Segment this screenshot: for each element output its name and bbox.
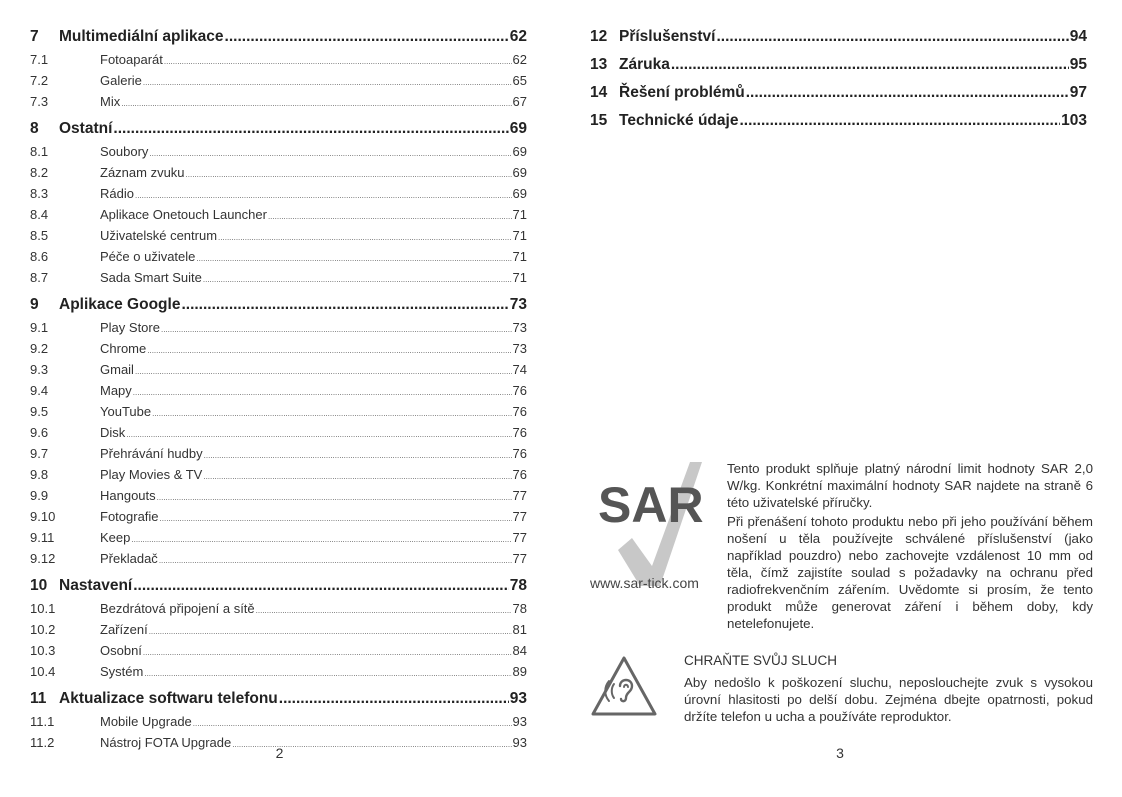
toc-section (30, 422, 527, 443)
hearing-text: Aby nedošlo k poškození sluchu, neposlouchejte zvuk s vysokou úrovní hlasitosti po delší dobu. Zejména dbejte opatrnosti, pokud držíte telefon u ucha a používáte reproduktor. (684, 675, 1093, 724)
toc-page: 69 (512, 144, 527, 159)
toc-page: 81 (512, 622, 527, 637)
page-number-right (590, 745, 1090, 761)
sar-paragraph-2: Při přenášení tohoto produktu nebo při jeho používání během nošení u těla používejte schválené příslušenství (jako například pouzdro) nebo zachovejte vzdálenost 10 mm od těla, čímž zajistíte soulad s požadavky na ochranu před radiofrekvenčním zářením. Uvědomte si prosím, že tento produkt může generovat záření i během doby, kdy netelefonujete. (727, 514, 1093, 631)
toc-title: Nástroj FOTA Upgrade (100, 735, 232, 750)
toc-section (30, 527, 527, 548)
sar-url: www.sar-tick.com (590, 575, 699, 591)
toc-page: 84 (512, 643, 527, 658)
toc-page: 77 (512, 488, 527, 503)
toc-title: Multimediální aplikace (59, 28, 224, 45)
toc-page: 71 (512, 228, 527, 243)
toc-title: Osobní (100, 643, 142, 658)
toc-leader (152, 403, 511, 424)
toc-chapter (590, 81, 1087, 105)
toc-number: 10.1 (30, 601, 56, 616)
toc-title: Play Store (100, 320, 160, 335)
toc-leader (135, 185, 512, 206)
toc-number: 7 (30, 28, 39, 45)
toc-page: 74 (512, 362, 527, 377)
toc-number: 7.1 (30, 52, 49, 67)
toc-title: Keep (100, 530, 131, 545)
toc-leader (131, 529, 511, 550)
toc-section (30, 485, 527, 506)
toc-title: Příslušenství (619, 28, 716, 45)
toc-chapter (30, 293, 527, 317)
toc-number: 10.4 (30, 664, 56, 679)
hearing-protection-icon (590, 654, 658, 722)
toc-leader (204, 445, 512, 466)
toc-title: Gmail (100, 362, 134, 377)
toc-section (30, 70, 527, 91)
toc-section (30, 359, 527, 380)
toc-section (30, 640, 527, 661)
toc-section (30, 619, 527, 640)
toc-number: 9.11 (30, 530, 55, 545)
hearing-warning (590, 652, 1093, 732)
toc-title: Péče o uživatele (100, 249, 196, 264)
toc-leader (113, 117, 508, 141)
toc-section (30, 317, 527, 338)
toc-section (30, 598, 527, 619)
page-number-left (30, 745, 527, 761)
hearing-title: CHRAŇTE SVŮJ SLUCH (684, 653, 838, 668)
toc-title: YouTube (100, 404, 152, 419)
toc-title: Soubory (100, 144, 149, 159)
toc-title: Mapy (100, 383, 132, 398)
toc-leader (218, 227, 511, 248)
toc-page: 95 (1069, 56, 1087, 73)
toc-leader (133, 382, 512, 403)
toc-section (30, 711, 527, 732)
toc-leader (746, 81, 1069, 105)
toc-title: Přehrávání hudby (100, 446, 203, 461)
toc-number: 13 (590, 56, 608, 73)
left-page (30, 0, 527, 797)
toc-section (30, 443, 527, 464)
toc-page: 89 (512, 664, 527, 679)
toc-chapter (30, 25, 527, 49)
toc-leader (126, 424, 511, 445)
toc-number: 9.10 (30, 509, 56, 524)
toc-number: 11.2 (30, 735, 55, 750)
toc-leader (160, 508, 512, 529)
toc-title: Aplikace Onetouch Launcher (100, 207, 267, 222)
toc-number: 7.3 (30, 94, 49, 109)
toc-page: 93 (512, 714, 527, 729)
toc-number: 9.6 (30, 425, 49, 440)
table-of-contents-continued (590, 25, 1087, 133)
toc-title: Play Movies & TV (100, 467, 203, 482)
toc-number: 9.8 (30, 467, 49, 482)
toc-leader (143, 642, 512, 663)
toc-title: Záruka (619, 56, 670, 73)
toc-number: 10 (30, 577, 48, 594)
toc-title: Aktualizace softwaru telefonu (59, 690, 278, 707)
toc-section (30, 204, 527, 225)
toc-leader (159, 550, 512, 571)
toc-page: 69 (512, 165, 527, 180)
toc-page: 76 (512, 446, 527, 461)
toc-leader (671, 53, 1069, 77)
toc-title: Fotografie (100, 509, 159, 524)
toc-leader (135, 361, 512, 382)
toc-number: 9 (30, 296, 39, 313)
toc-page: 77 (512, 530, 527, 545)
toc-page: 71 (512, 207, 527, 222)
toc-number: 9.3 (30, 362, 49, 377)
toc-page: 93 (509, 690, 527, 707)
toc-title: Rádio (100, 186, 134, 201)
toc-title: Zařízení (100, 622, 148, 637)
sar-logo-text: SAR (598, 477, 704, 533)
toc-leader (157, 487, 512, 508)
toc-number: 7.2 (30, 73, 49, 88)
toc-section (30, 267, 527, 288)
page-number-label: 2 (275, 745, 284, 761)
right-page (590, 0, 1093, 797)
toc-title: Překladač (100, 551, 158, 566)
toc-page: 93 (512, 735, 527, 750)
toc-title: Záznam zvuku (100, 165, 185, 180)
toc-leader (164, 51, 512, 72)
toc-leader (121, 93, 511, 114)
toc-title: Sada Smart Suite (100, 270, 202, 285)
toc-number: 11 (30, 690, 47, 707)
toc-chapter (590, 109, 1087, 133)
toc-page: 94 (1069, 28, 1087, 45)
toc-chapter (30, 117, 527, 141)
toc-leader (196, 248, 511, 269)
toc-number: 8.2 (30, 165, 49, 180)
toc-page: 73 (512, 341, 527, 356)
toc-title: Aplikace Google (59, 296, 181, 313)
toc-number: 9.7 (30, 446, 49, 461)
toc-leader (161, 319, 512, 340)
toc-number: 9.4 (30, 383, 49, 398)
toc-page: 69 (509, 120, 527, 137)
toc-page: 71 (512, 270, 527, 285)
toc-leader (144, 663, 511, 684)
toc-page: 77 (512, 551, 527, 566)
toc-title: Fotoaparát (100, 52, 163, 67)
toc-section (30, 338, 527, 359)
toc-number: 8.7 (30, 270, 49, 285)
toc-page: 78 (509, 577, 527, 594)
toc-leader (256, 600, 512, 621)
toc-number: 11.1 (30, 714, 55, 729)
toc-section (30, 401, 527, 422)
toc-leader (149, 143, 511, 164)
toc-page: 76 (512, 425, 527, 440)
toc-chapter (590, 25, 1087, 49)
toc-leader (203, 269, 512, 290)
toc-chapter (590, 53, 1087, 77)
toc-number: 8.1 (30, 144, 49, 159)
toc-title: Disk (100, 425, 126, 440)
toc-page: 76 (512, 404, 527, 419)
toc-number: 14 (590, 84, 608, 101)
toc-number: 8.5 (30, 228, 49, 243)
toc-number: 10.3 (30, 643, 56, 658)
toc-title: Hangouts (100, 488, 156, 503)
toc-section (30, 225, 527, 246)
toc-page: 65 (512, 73, 527, 88)
toc-section (30, 548, 527, 569)
toc-title: Nastavení (59, 577, 133, 594)
toc-page: 78 (512, 601, 527, 616)
toc-leader (147, 340, 511, 361)
toc-page: 71 (512, 249, 527, 264)
toc-title: Ostatní (59, 120, 113, 137)
toc-number: 10.2 (30, 622, 56, 637)
toc-page: 73 (512, 320, 527, 335)
toc-title: Řešení problémů (619, 84, 745, 101)
toc-title: Chrome (100, 341, 147, 356)
table-of-contents (30, 25, 527, 753)
toc-leader (193, 713, 512, 734)
toc-number: 9.5 (30, 404, 49, 419)
toc-section (30, 162, 527, 183)
page-number-label: 3 (836, 745, 844, 761)
sar-text (727, 460, 1093, 634)
toc-page: 69 (512, 186, 527, 201)
toc-leader (133, 574, 509, 598)
toc-section (30, 141, 527, 162)
toc-title: Systém (100, 664, 144, 679)
toc-page: 62 (509, 28, 527, 45)
toc-leader (225, 25, 509, 49)
toc-leader (149, 621, 512, 642)
toc-section (30, 506, 527, 527)
sar-paragraph-1: Tento produkt splňuje platný národní limit hodnoty SAR 2,0 W/kg. Konkrétní maximální hodnoty SAR najdete na straně 6 této uživatelské příručky. (727, 461, 1093, 510)
toc-leader (186, 164, 512, 185)
toc-leader (181, 293, 508, 317)
toc-section (30, 49, 527, 70)
toc-page: 76 (512, 383, 527, 398)
toc-leader (268, 206, 512, 227)
toc-section (30, 183, 527, 204)
toc-title: Mobile Upgrade (100, 714, 192, 729)
toc-number: 9.2 (30, 341, 49, 356)
toc-number: 15 (590, 112, 608, 129)
toc-section (30, 464, 527, 485)
toc-section (30, 246, 527, 267)
toc-title: Mix (100, 94, 121, 109)
toc-number: 12 (590, 28, 608, 45)
toc-number: 9.12 (30, 551, 56, 566)
toc-title: Bezdrátová připojení a sítě (100, 601, 255, 616)
toc-page: 103 (1061, 112, 1087, 129)
toc-number: 8.6 (30, 249, 49, 264)
toc-page: 76 (512, 467, 527, 482)
toc-number: 8.4 (30, 207, 49, 222)
toc-title: Galerie (100, 73, 142, 88)
toc-leader (203, 466, 511, 487)
toc-page: 97 (1069, 84, 1087, 101)
toc-leader (717, 25, 1069, 49)
toc-page: 67 (512, 94, 527, 109)
toc-page: 77 (512, 509, 527, 524)
toc-title: Technické údaje (619, 112, 739, 129)
toc-number: 8 (30, 120, 39, 137)
toc-section (30, 91, 527, 112)
sar-notice (590, 458, 1093, 643)
toc-title: Uživatelské centrum (100, 228, 218, 243)
toc-chapter (30, 687, 527, 711)
toc-leader (279, 687, 509, 711)
toc-number: 9.9 (30, 488, 49, 503)
toc-section (30, 380, 527, 401)
toc-leader (143, 72, 512, 93)
toc-page: 62 (512, 52, 527, 67)
toc-chapter (30, 574, 527, 598)
toc-section (30, 661, 527, 682)
toc-number: 8.3 (30, 186, 49, 201)
toc-page: 73 (509, 296, 527, 313)
toc-leader (739, 109, 1060, 133)
toc-number: 9.1 (30, 320, 49, 335)
